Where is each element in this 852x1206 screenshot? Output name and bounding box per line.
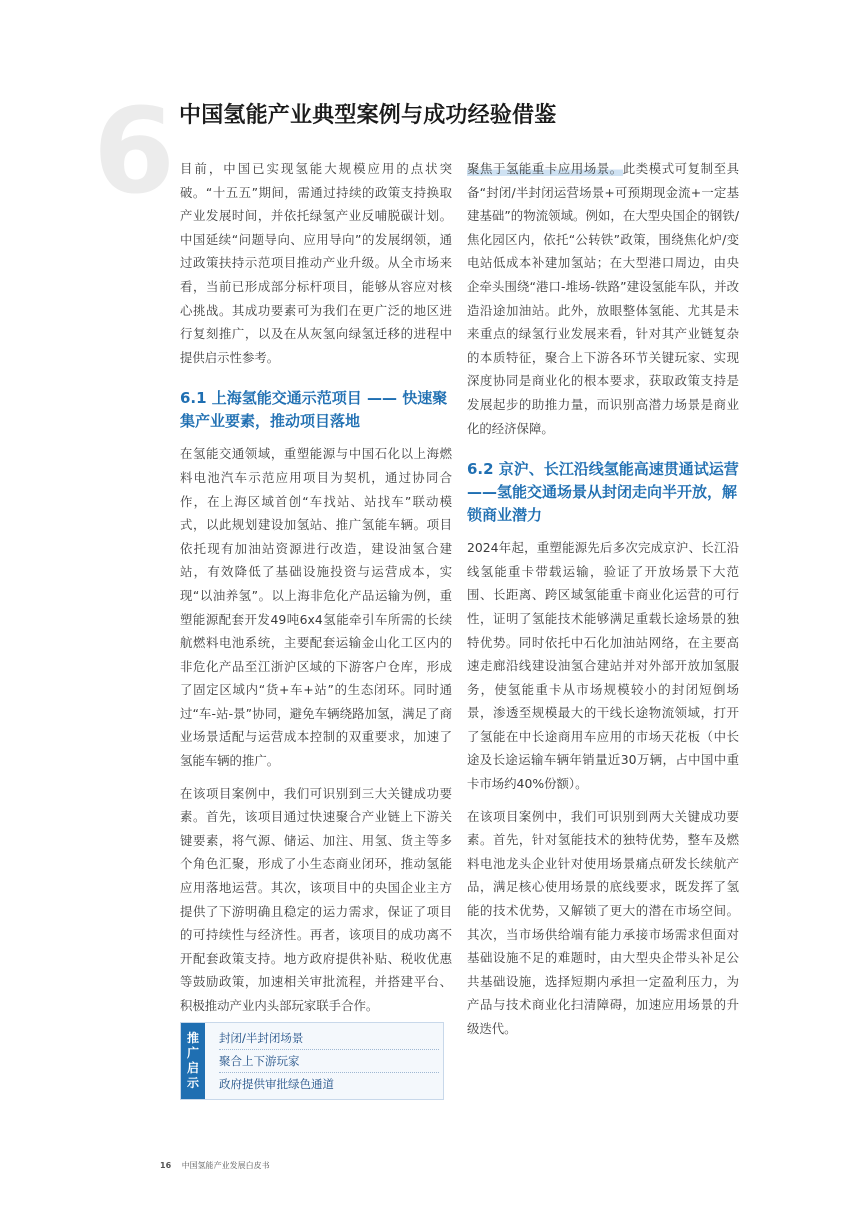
callout-item: 聚合上下游玩家	[219, 1050, 439, 1073]
callout-label: 推广启示	[187, 1031, 200, 1090]
promotion-insights-callout	[180, 1022, 444, 1100]
right-column	[467, 157, 739, 1050]
chapter-number: 6	[93, 82, 176, 220]
section-heading-6-1: 6.1 上海氢能交通示范项目 —— 快速聚集产业要素，推动项目落地	[180, 389, 448, 431]
left-column	[180, 157, 452, 1027]
section-6-2-paragraph-2: 在该项目案例中，我们可识别到两大关键成功要素。首先，针对氢能技术的独特优势，整车及燃料电池龙头企业针对使用场景痛点研发长续航产品，满足核心使用场景的底线要求，既发挥了氢能的技术优势，又解锁了更大的潜在市场空间。其次，当市场供给端有能力承接市场需求但面对基础设施不足的难题时，由大型央企带头补足公共基础设施，选择短期内承担一定盈利压力，为产品与技术商业化扫清障碍，加速应用场景的升级迭代。	[467, 808, 739, 1036]
highlighted-text: 聚焦于氢能重卡应用场景。	[467, 161, 623, 176]
section-heading-6-2: 6.2 京沪、长江沿线氢能高速贯通试运营——氢能交通场景从封闭走向半开放，解锁商业潜力	[467, 460, 739, 525]
callout-label-tab	[181, 1023, 205, 1099]
callout-item-list	[219, 1027, 439, 1095]
section-6-1-paragraph-2: 在该项目案例中，我们可识别到三大关键成功要素。首先，该项目通过快速聚合产业链上下游关键要素，将气源、储运、加注、用氢、货主等多个角色汇聚，形成了小生态商业闭环，推动氢能应用落地运营。其次，该项目中的央国企业主方提供了下游明确且稳定的运力需求，保证了项目的可持续性与经济性。再者，该项目的成功离不开配套政策支持。地方政府提供补贴、税收优惠等鼓励政策，加速相关审批流程，并搭建平台、积极推动产业内头部玩家联手合作。	[180, 785, 452, 1013]
section-6-1-paragraph-1: 在氢能交通领域，重塑能源与中国石化以上海燃料电池汽车示范应用项目为契机，通过协同合作，在上海区域首创“车找站、站找车”联动模式，以此规划建设加氢站、推广氢能车辆。项目依托现有加油站资源进行改造，建设油氢合建站，有效降低了基础设施投资与运营成本，实现“以油养氢”。以上海非危化产品运输为例，重塑能源配套开发49吨6x4氢能牵引车所需的长续航燃料电池系统，主要配套运输金山化工区内的非危化产品至江浙沪区域的下游客户仓库，形成了固定区域内“货+车+站”的生态闭环。同时通过“车-站-景”协同，避免车辆绕路加氢，满足了商业场景适配与运营成本控制的双重要求，加速了氢能车辆的推广。	[180, 446, 452, 769]
callout-item: 政府提供审批绿色通道	[219, 1077, 334, 1091]
publication-title: 中国氢能产业发展白皮书	[181, 1161, 270, 1170]
chapter-title: 中国氢能产业典型案例与成功经验借鉴	[179, 103, 557, 128]
continuation-text: 此类模式可复制至具备“封闭/半封闭运营场景+可预期现金流+一定基建基础”的物流领域。例如，在大型央国企的钢铁/焦化园区内，依托“公转铁”政策，围绕焦化炉/变电站低成本补建加氢站；在大型港口周边，由央企牵头围绕“港口-堆场-铁路”建设氢能车队，并改造沿途加油站。此外，放眼整体氢能、尤其是未来重点的绿氢行业发展来看，针对其产业链复杂的本质特征，聚合上下游各环节关键玩家、实现深度协同是商业化的根本要求，获取政策支持是发展起步的助推力量，而识别高潜力场景是商业化的经济保障。	[467, 161, 739, 436]
page-footer	[160, 1160, 270, 1171]
continuation-paragraph	[467, 157, 739, 440]
intro-paragraph: 目前，中国已实现氢能大规模应用的点状突破。“十五五”期间，需通过持续的政策支持换取产业发展时间，并依托绿氢产业反哺脱碳计划。中国延续“问题导向、应用导向”的发展纲领，通过政策扶持示范项目推动产业升级。从全市场来看，当前已形成部分标杆项目，能够从容应对核心挑战。其成功要素可为我们在更广泛的地区进行复刻推广，以及在从灰氢向绿氢迁移的进程中提供启示性参考。	[180, 161, 452, 365]
page-number: 16	[160, 1161, 172, 1170]
callout-item: 封闭/半封闭场景	[219, 1027, 439, 1050]
section-6-2-paragraph-1: 2024年起，重塑能源先后多次完成京沪、长江沿线氢能重卡带载运输，验证了开放场景下大范围、长距离、跨区域氢能重卡商业化运营的可行性，证明了氢能技术能够满足重载长途场景的独特优势。同时依托中石化加油站网络，在主要高速走廊沿线建设油氢合建站并对外部开放加氢服务，使氢能重卡从市场规模较小的封闭短倒场景，渗透至规模最大的干线长途物流领域，打开了氢能在中长途商用车应用的市场天花板（中长途及长途运输车辆年销量近30万辆，占中国中重卡市场约40%份额）。	[467, 540, 739, 792]
